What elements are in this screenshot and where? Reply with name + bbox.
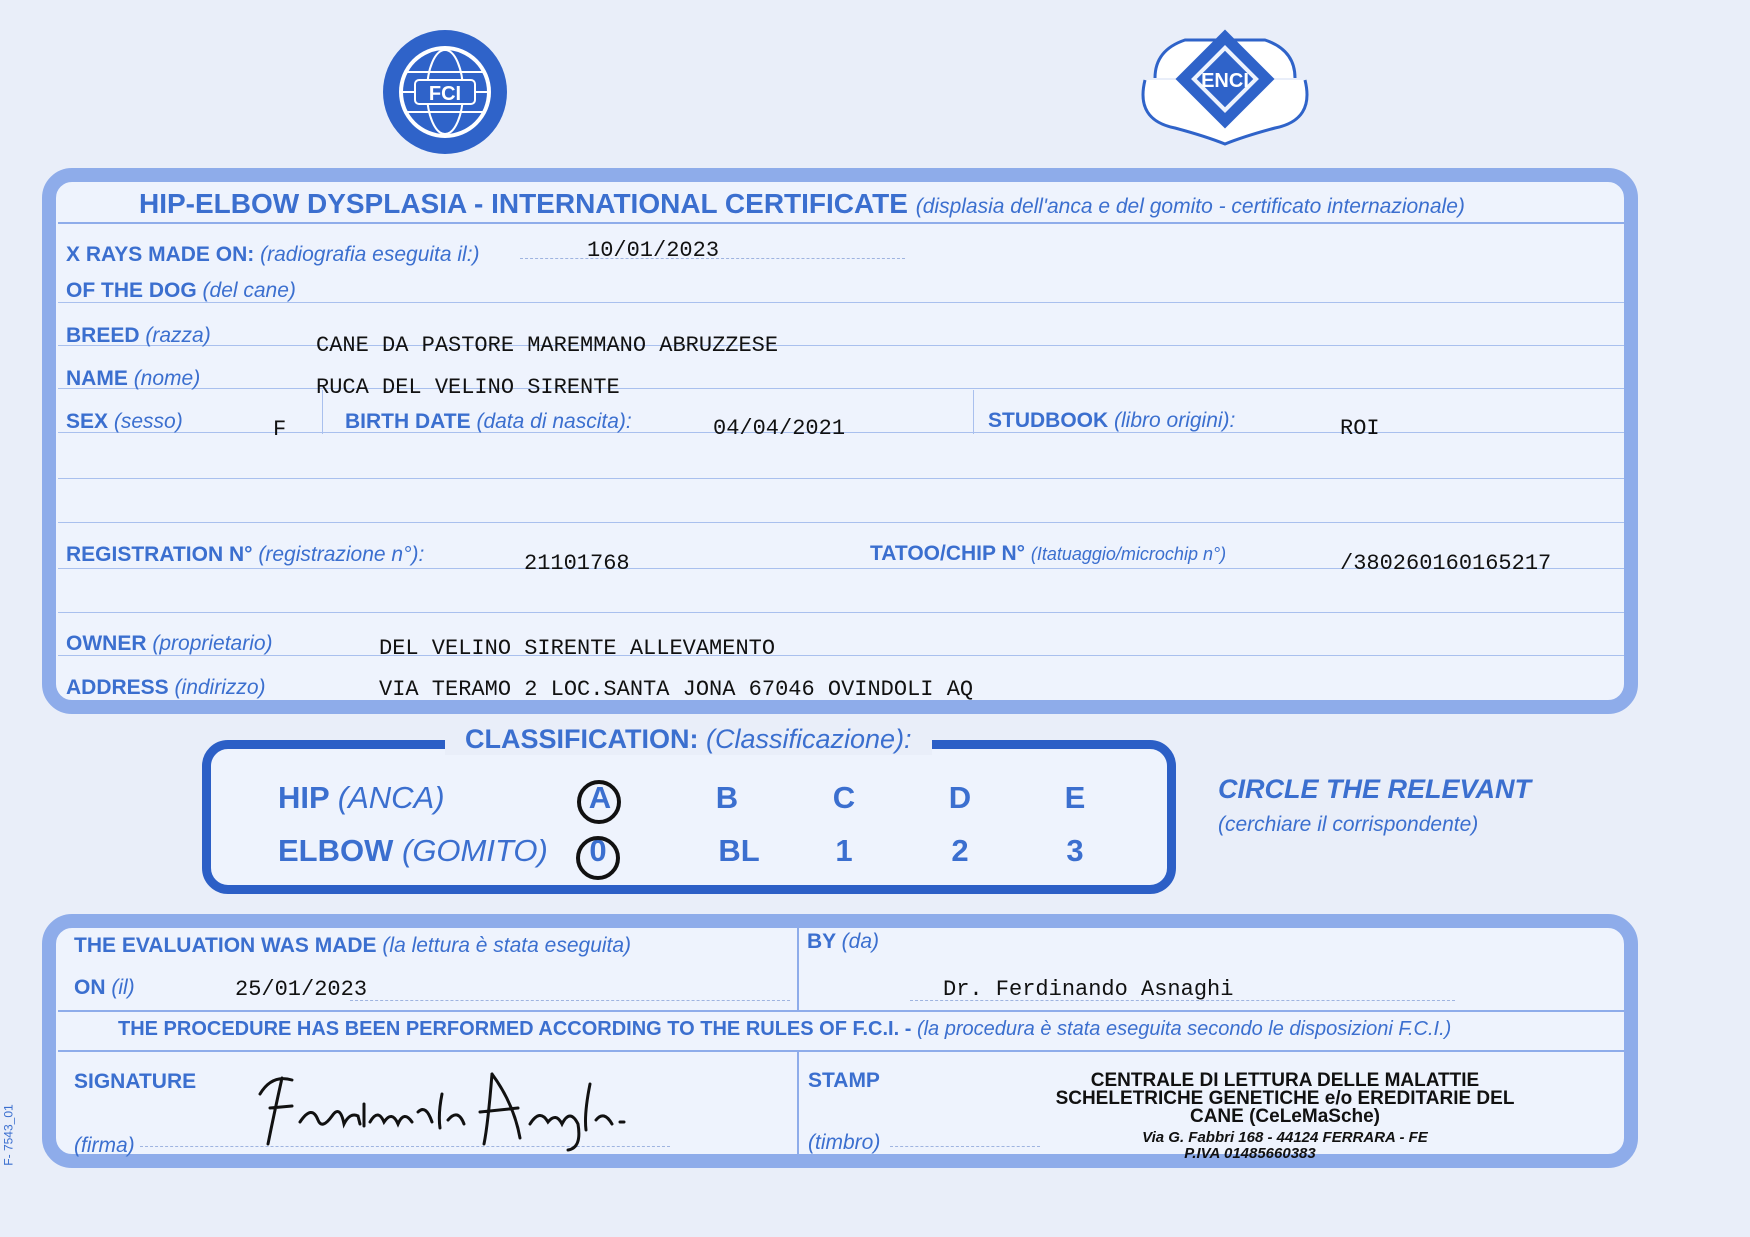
classification-title [445,724,932,755]
birth-label-en: BIRTH DATE [345,410,471,433]
circle-note: CIRCLE THE RELEVANT [1218,774,1532,804]
circle-note-it: (cerchiare il corrispondente) [1218,813,1479,836]
breed-label-it: (razza) [145,324,211,347]
evaluator-name: Dr. Ferdinando Asnaghi [943,977,1234,1002]
classification-box [202,740,1176,894]
chip-label [870,542,1226,566]
stamp-line-1: CENTRALE DI LETTURA DELLE MALATTIE [1090,1070,1480,1091]
by-label [807,930,879,954]
address-label-it: (indirizzo) [174,676,266,699]
owner-label-it: (proprietario) [152,632,273,655]
registration-label-en: REGISTRATION N° [66,543,253,566]
owner-label-en: OWNER [66,632,147,655]
dog-name-value: RUCA DEL VELINO SIRENTE [316,375,620,400]
chip-value: /380260160165217 [1340,551,1552,576]
elbow-grade-3[interactable]: 3 [1066,833,1084,868]
registration-value: 21101768 [524,551,630,576]
breed-value: CANE DA PASTORE MAREMMANO ABRUZZESE [316,333,779,358]
evaluation-on-label-it: (il) [111,976,135,999]
birth-label-it: (data di nascita): [476,410,632,433]
sex-label [66,410,183,434]
chip-label-it: (Itatuaggio/microchip n°) [1030,544,1227,564]
evaluation-label-it: (la lettura è stata eseguita) [382,934,632,957]
studbook-label-it: (libro origini): [1114,409,1236,432]
evaluation-on-label [74,976,135,1000]
xray-label [66,243,480,267]
hip-label-it: (ANCA) [337,780,445,815]
classification-title-en: CLASSIFICATION: [465,724,699,754]
evaluation-on-label-en: ON [74,976,106,999]
studbook-label [988,409,1235,433]
procedure-text-en: THE PROCEDURE HAS BEEN PERFORMED ACCORDING TO THE RULES OF F.C.I. - [118,1018,912,1040]
chip-label-en: TATOO/CHIP N° [870,542,1026,565]
hip-label-en: HIP [278,780,330,815]
evaluation-label [74,934,631,958]
procedure-text [118,1018,1451,1041]
hip-grade-e[interactable]: E [1064,780,1086,815]
xray-label-it: (radiografia eseguita il:) [260,243,480,266]
certificate-title-sub: (displasia dell'anca e del gomito - certificato internazionale) [915,195,1465,218]
studbook-value: ROI [1340,416,1380,441]
address-label [66,676,266,700]
fci-logo [375,28,515,156]
stamp-label: STAMP [808,1069,880,1092]
dog-section-label-en: OF THE DOG [66,279,197,302]
sex-value: F [273,417,287,442]
sex-label-it: (sesso) [113,410,183,433]
by-label-en: BY [807,930,836,953]
elbow-grade-bl[interactable]: BL [718,833,760,868]
name-label-en: NAME [66,367,128,390]
stamp-label-it: (timbro) [808,1131,881,1154]
elbow-label [278,833,548,869]
hip-grade-d[interactable]: D [948,780,972,815]
stamp-line-2: SCHELETRICHE GENETICHE e/o EREDITARIE DEL [1055,1088,1515,1109]
hip-selected-circle [577,780,621,824]
registration-label-it: (registrazione n°): [258,543,425,566]
name-label [66,367,200,391]
elbow-label-en: ELBOW [278,833,394,868]
birth-date-label [345,410,632,434]
stamp-line-3: CANE (CeLeMaSche) [1189,1106,1381,1127]
procedure-text-it: (la procedura è stata eseguita secondo le disposizioni F.C.I.) [916,1018,1452,1040]
xray-date: 10/01/2023 [587,238,720,263]
breed-label-en: BREED [66,324,140,347]
owner-label [66,632,273,656]
name-label-it: (nome) [133,367,201,390]
hip-grade-a[interactable]: A [588,780,612,815]
studbook-label-en: STUDBOOK [988,409,1109,432]
signature-label-it: (firma) [74,1134,135,1157]
elbow-selected-circle [576,836,620,880]
xray-label-en: X RAYS MADE ON: [66,243,255,266]
hip-grade-b[interactable]: B [715,780,739,815]
sex-label-en: SEX [66,410,109,433]
form-code: F- 7543_01 [1,1104,16,1166]
dog-section-label [66,279,296,303]
breed-label [66,324,211,348]
address-label-en: ADDRESS [66,676,169,699]
fci-logo-text: FCI [428,83,462,105]
enci-logo-text: ENCI [1201,70,1249,92]
evaluation-label-en: THE EVALUATION WAS MADE [74,934,377,957]
handwritten-signature [252,1064,672,1154]
birth-date-value: 04/04/2021 [713,416,846,441]
owner-value: DEL VELINO SIRENTE ALLEVAMENTO [379,636,776,661]
signature-label: SIGNATURE [74,1070,197,1093]
elbow-label-it: (GOMITO) [402,833,548,868]
elbow-grade-0[interactable]: 0 [589,833,607,868]
certificate-title [139,188,1465,220]
dog-section-label-it: (del cane) [202,279,296,302]
classification-title-it: (Classificazione): [706,724,912,754]
hip-grade-c[interactable]: C [832,780,856,815]
registration-label [66,543,424,567]
elbow-grade-2[interactable]: 2 [951,833,969,868]
address-value: VIA TERAMO 2 LOC.SANTA JONA 67046 OVINDOLI AQ [379,677,974,702]
enci-logo [1125,10,1325,152]
by-label-it: (da) [841,930,879,953]
evaluation-date: 25/01/2023 [235,977,368,1002]
stamp-line-5: P.IVA 01485660383 [1184,1145,1316,1162]
stamp-line-4: Via G. Fabbri 168 - 44124 FERRARA - FE [1142,1129,1428,1146]
stamp-block [1010,1072,1560,1161]
elbow-grade-1[interactable]: 1 [835,833,853,868]
certificate-title-main: HIP-ELBOW DYSPLASIA - INTERNATIONAL CERTIFICATE [139,188,908,219]
hip-label [278,780,445,816]
